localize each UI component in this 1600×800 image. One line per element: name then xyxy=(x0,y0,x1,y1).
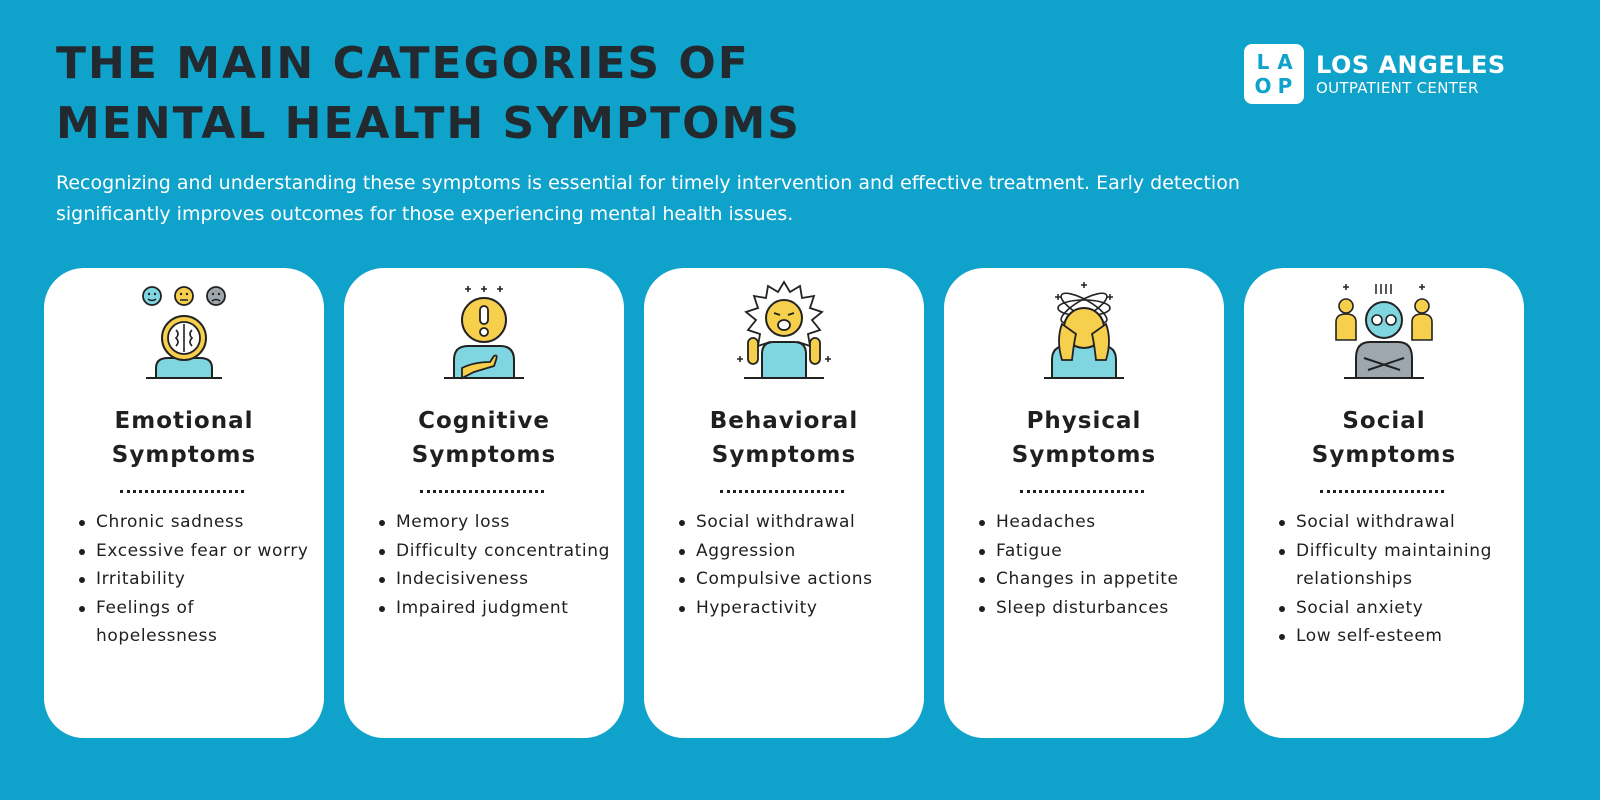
card-cognitive xyxy=(344,268,624,738)
emotional-icon xyxy=(134,280,234,380)
card-title xyxy=(344,404,624,472)
list-item: Feelings of hopelessness xyxy=(76,594,314,651)
intro-text: Recognizing and understanding these symptoms is essential for timely intervention and effective treatment. Early detection significantly improves outcomes for those experiencing mental health issues. xyxy=(56,172,1240,225)
dotted-divider xyxy=(1320,490,1444,493)
list-item: Difficulty maintaining relationships xyxy=(1276,537,1514,594)
card-title-line-1: Cognitive xyxy=(418,408,550,434)
list-item: Sleep disturbances xyxy=(976,594,1214,623)
dotted-divider xyxy=(720,490,844,493)
card-title-line-1: Emotional xyxy=(114,408,254,434)
list-item: Aggression xyxy=(676,537,914,566)
card-physical xyxy=(944,268,1224,738)
physical-icon xyxy=(1034,280,1134,380)
title-line-2: MENTAL HEALTH SYMPTOMS xyxy=(56,98,801,149)
cognitive-icon xyxy=(434,280,534,380)
logo-letter: P xyxy=(1277,74,1293,98)
dotted-divider xyxy=(1020,490,1144,493)
card-title-line-2: Symptoms xyxy=(711,442,857,468)
symptom-list xyxy=(676,508,914,622)
card-title xyxy=(1244,404,1524,472)
card-emotional xyxy=(44,268,324,738)
list-item: Social withdrawal xyxy=(676,508,914,537)
list-item: Compulsive actions xyxy=(676,565,914,594)
logo-letter: A xyxy=(1277,50,1293,74)
list-item: Hyperactivity xyxy=(676,594,914,623)
logo-letter: L xyxy=(1256,50,1270,74)
card-title xyxy=(44,404,324,472)
logo-mark xyxy=(1244,44,1304,104)
symptom-list xyxy=(376,508,614,622)
list-item: Excessive fear or worry xyxy=(76,537,314,566)
list-item: Indecisiveness xyxy=(376,565,614,594)
title-line-1: THE MAIN CATEGORIES OF xyxy=(56,38,750,89)
social-icon xyxy=(1334,280,1434,380)
symptom-cards xyxy=(44,268,1524,738)
list-item: Headaches xyxy=(976,508,1214,537)
card-title-line-2: Symptoms xyxy=(1011,442,1157,468)
page-title xyxy=(56,34,801,154)
brand-logo xyxy=(1244,44,1506,104)
list-item: Impaired judgment xyxy=(376,594,614,623)
logo-name-line-1: LOS ANGELES xyxy=(1316,51,1506,79)
card-title-line-1: Physical xyxy=(1026,408,1142,434)
card-title-line-1: Social xyxy=(1342,408,1426,434)
symptom-list xyxy=(76,508,314,651)
dotted-divider xyxy=(120,490,244,493)
dotted-divider xyxy=(420,490,544,493)
list-item: Fatigue xyxy=(976,537,1214,566)
symptom-list xyxy=(1276,508,1514,651)
card-behavioral xyxy=(644,268,924,738)
card-title-line-1: Behavioral xyxy=(709,408,859,434)
list-item: Low self-esteem xyxy=(1276,622,1514,651)
card-social xyxy=(1244,268,1524,738)
logo-letter: O xyxy=(1254,74,1272,98)
card-title-line-2: Symptoms xyxy=(111,442,257,468)
behavioral-icon xyxy=(734,280,834,380)
list-item: Changes in appetite xyxy=(976,565,1214,594)
list-item: Social anxiety xyxy=(1276,594,1514,623)
card-title xyxy=(944,404,1224,472)
list-item: Irritability xyxy=(76,565,314,594)
logo-text xyxy=(1316,51,1506,97)
card-title xyxy=(644,404,924,472)
card-title-line-2: Symptoms xyxy=(411,442,557,468)
list-item: Memory loss xyxy=(376,508,614,537)
logo-name-line-2: OUTPATIENT CENTER xyxy=(1316,79,1479,97)
symptom-list xyxy=(976,508,1214,622)
card-title-line-2: Symptoms xyxy=(1311,442,1457,468)
list-item: Difficulty concentrating xyxy=(376,537,614,566)
list-item: Chronic sadness xyxy=(76,508,314,537)
list-item: Social withdrawal xyxy=(1276,508,1514,537)
